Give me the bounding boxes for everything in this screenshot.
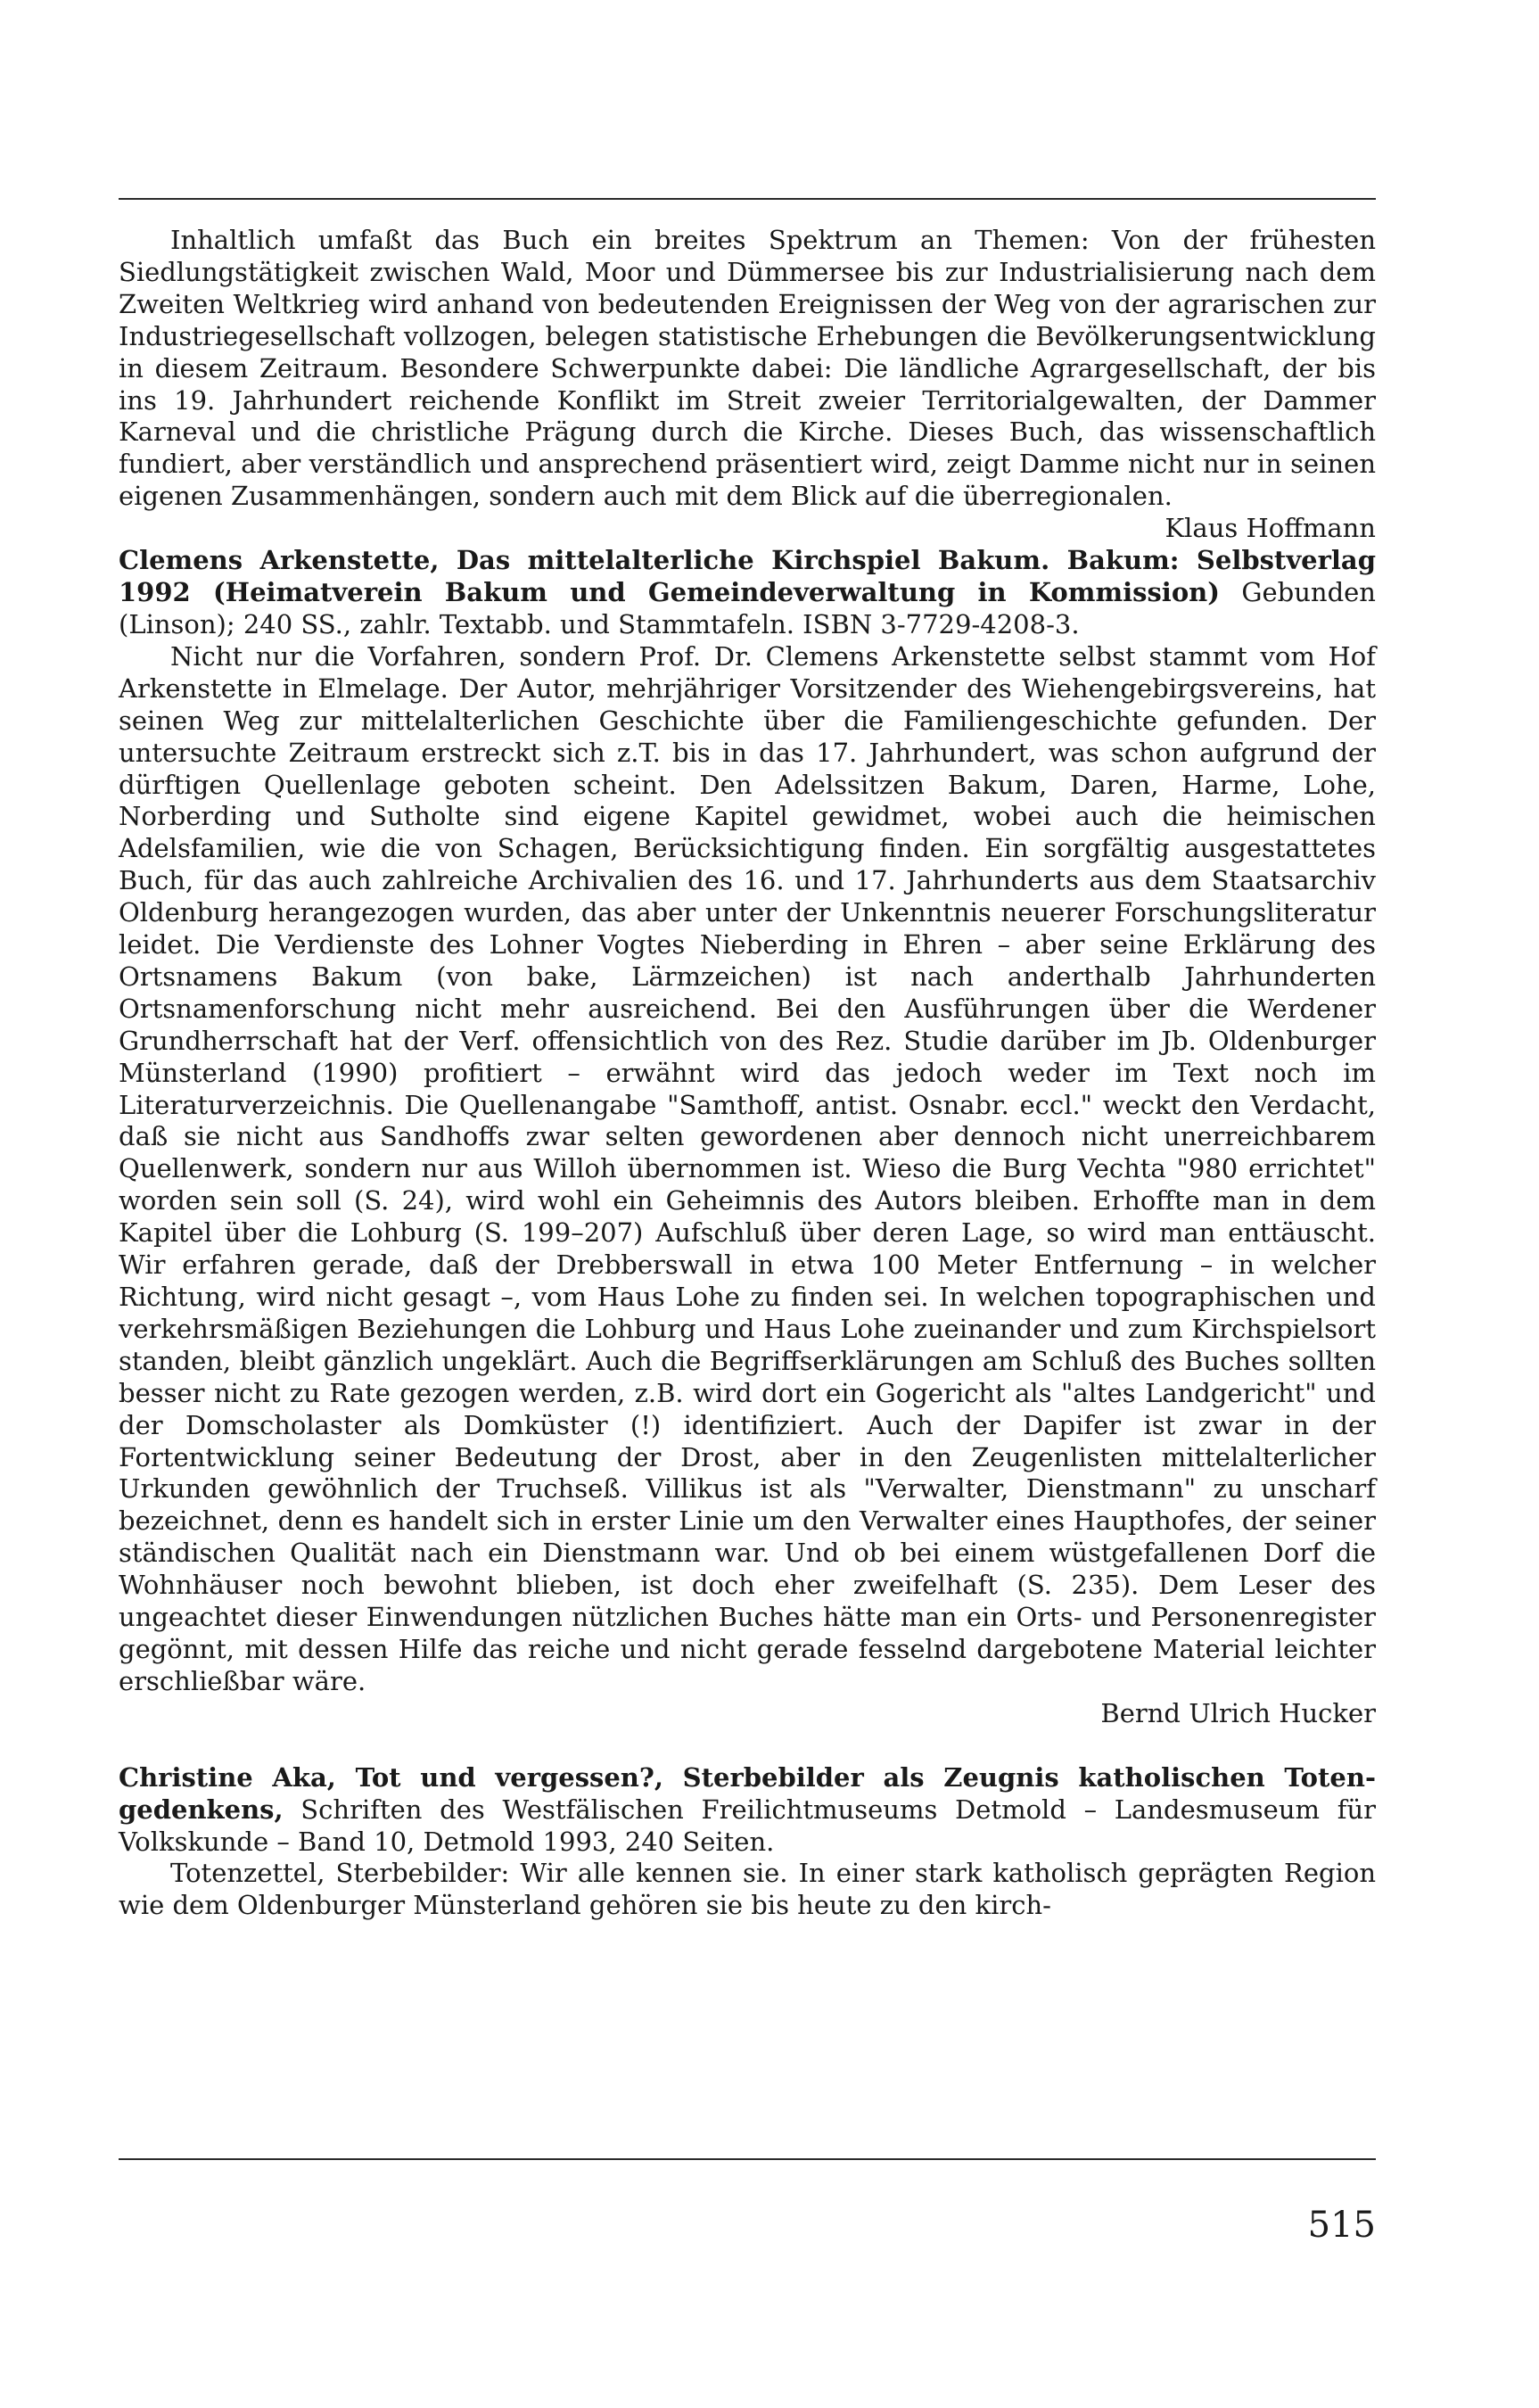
review-3-citation-details: Schriften des Westfälischen Freilichtmuseums Detmold – Landesmuseum für Volkskunde – Band 10, Detmold 1993, 240 Seiten. xyxy=(119,1794,1376,1857)
review-2-citation-title: Clemens Arkenstette, Das mittelalterliche Kirchspiel Bakum. Bakum: Selbstverlag 1992 (Heimatverein Bakum und Gemeindeverwaltung in Kommission) xyxy=(119,545,1376,608)
section-gap xyxy=(119,1730,1376,1762)
page-number: 515 xyxy=(1307,2205,1376,2246)
bottom-rule xyxy=(119,2158,1376,2160)
review-3-body: Totenzettel, Sterbebilder: Wir alle kennen sie. In einer stark katholisch geprägten Region wie dem Oldenburger Münsterland gehören sie bis heute zu den kirch- xyxy=(119,1858,1376,1921)
review-3-citation xyxy=(119,1762,1376,1859)
review-1-body xyxy=(119,225,1376,544)
review-2-citation xyxy=(119,545,1376,641)
top-rule xyxy=(119,198,1376,200)
review-2-body: Nicht nur die Vorfahren, sondern Prof. Dr. Clemens Arkenstette selbst stammt vom Hof Arkenstette in Elmelage. Der Autor, mehrjähriger Vorsitzender des Wiehengebirgsvereins, hat seinen Weg zur mittelalterlichen Geschichte über die Familiengeschichte gefunden. Der untersuchte Zeitraum erstreckt sich z.T. bis in das 17. Jahrhundert, was schon aufgrund der dürftigen Quellenlage geboten scheint. Den Adelssitzen Bakum, Daren, Harme, Lohe, Norberding und Sutholte sind eigene Kapitel gewidmet, wobei auch die heimischen Adelsfamilien, wie die von Schagen, Berücksichtigung finden. Ein sorgfältig ausgestattetes Buch, für das auch zahlreiche Archivalien des 16. und 17. Jahrhunderts aus dem Staatsarchiv Oldenburg herangezogen wurden, das aber unter der Unkenntnis neuerer Forschungsliteratur leidet. Die Verdienste des Lohner Vogtes Nieberding in Ehren – aber seine Erklärung des Ortsnamens Bakum (von bake, Lärmzeichen) ist nach anderthalb Jahrhunderten Ortsnamenforschung nicht mehr ausreichend. Bei den Ausführungen über die Werdener Grundherrschaft hat der Verf. offensichtlich von des Rez. Studie darüber im Jb. Oldenburger Münsterland (1990) profitiert – erwähnt wird das jedoch weder im Text noch im Literaturverzeichnis. Die Quellenangabe "Samthoff, antist. Osnabr. eccl." weckt den Verdacht, daß sie nicht aus Sandhoffs zwar selten gewordenen aber dennoch nicht unerreichbarem Quellenwerk, sondern nur aus Willoh übernommen ist. Wieso die Burg Vechta "980 errichtet" worden sein soll (S. 24), wird wohl ein Geheimnis des Autors bleiben. Erhoffte man in dem Kapitel über die Lohburg (S. 199–207) Aufschluß über deren Lage, so wird man enttäuscht. Wir erfahren gerade, daß der Drebberswall in etwa 100 Meter Entfernung – in welcher Richtung, wird nicht gesagt –, vom Haus Lohe zu finden sei. In welchen topographischen und verkehrsmäßigen Beziehungen die Lohburg und Haus Lohe zueinander und zum Kirchspielsort standen, bleibt gänzlich ungeklärt. Auch die Begriffserklärungen am Schluß des Buches sollten besser nicht zu Rate gezogen werden, z.B. wird dort ein Gogericht als "altes Landgericht" und der Domscholaster als Domküster (!) identifiziert. Auch der Dapifer ist zwar in der Fortentwicklung seiner Bedeutung der Drost, aber in den Zeugenlisten mittelalterlicher Urkunden gewöhnlich der Truchseß. Villikus ist als "Verwalter, Dienstmann" zu unscharf bezeichnet, denn es handelt sich in erster Linie um den Verwalter eines Haupthofes, der seiner ständischen Qualität nach ein Dienstmann war. Und ob bei einem wüstgefallenen Dorf die Wohnhäuser noch bewohnt blieben, ist doch eher zweifelhaft (S. 235). Dem Leser des ungeachtet dieser Einwendungen nützlichen Buches hätte man ein Orts- und Personenregister gegönnt, mit dessen Hilfe das reiche und nicht gerade fesselnd dargebotene Material leichter erschließbar wäre. xyxy=(119,640,1376,1696)
review-2-citation-details: Gebunden (Linson); 240 SS., zahlr. Textabb. und Stammtafeln. ISBN 3-7729-4208-3. xyxy=(119,577,1376,639)
page-content xyxy=(119,225,1376,1922)
review-3-citation-title: Christine Aka, Tot und vergessen?, Sterbebilder als Zeugnis katholischen Totengedenkens, xyxy=(119,1761,1376,1825)
review-1-text: Inhaltlich umfaßt das Buch ein breites Spektrum an Themen: Von der frühesten Siedlungstätigkeit zwischen Wald, Moor und Dümmersee bis zur Industrialisierung nach dem Zweiten Weltkrieg wird anhand von bedeutenden Ereignissen der Weg von der agrarischen zur Industriegesellschaft vollzogen, belegen statistische Erhebungen die Bevölkerungsentwicklung in diesem Zeitraum. Besondere Schwerpunkte dabei: Die ländliche Agrargesellschaft, der bis ins 19. Jahrhundert reichende Konflikt im Streit zweier Territorialgewalten, der Dammer Karneval und die christliche Prägung durch die Kirche. Dieses Buch, das wissenschaftlich fundiert, aber verständlich und ansprechend präsentiert wird, zeigt Damme nicht nur in seinen eigenen Zusammenhängen, sondern auch mit dem Blick auf die überregionalen. xyxy=(119,225,1376,512)
review-2-signature: Bernd Ulrich Hucker xyxy=(1100,1697,1376,1728)
review-1-signature: Klaus Hoffmann xyxy=(1165,513,1376,544)
